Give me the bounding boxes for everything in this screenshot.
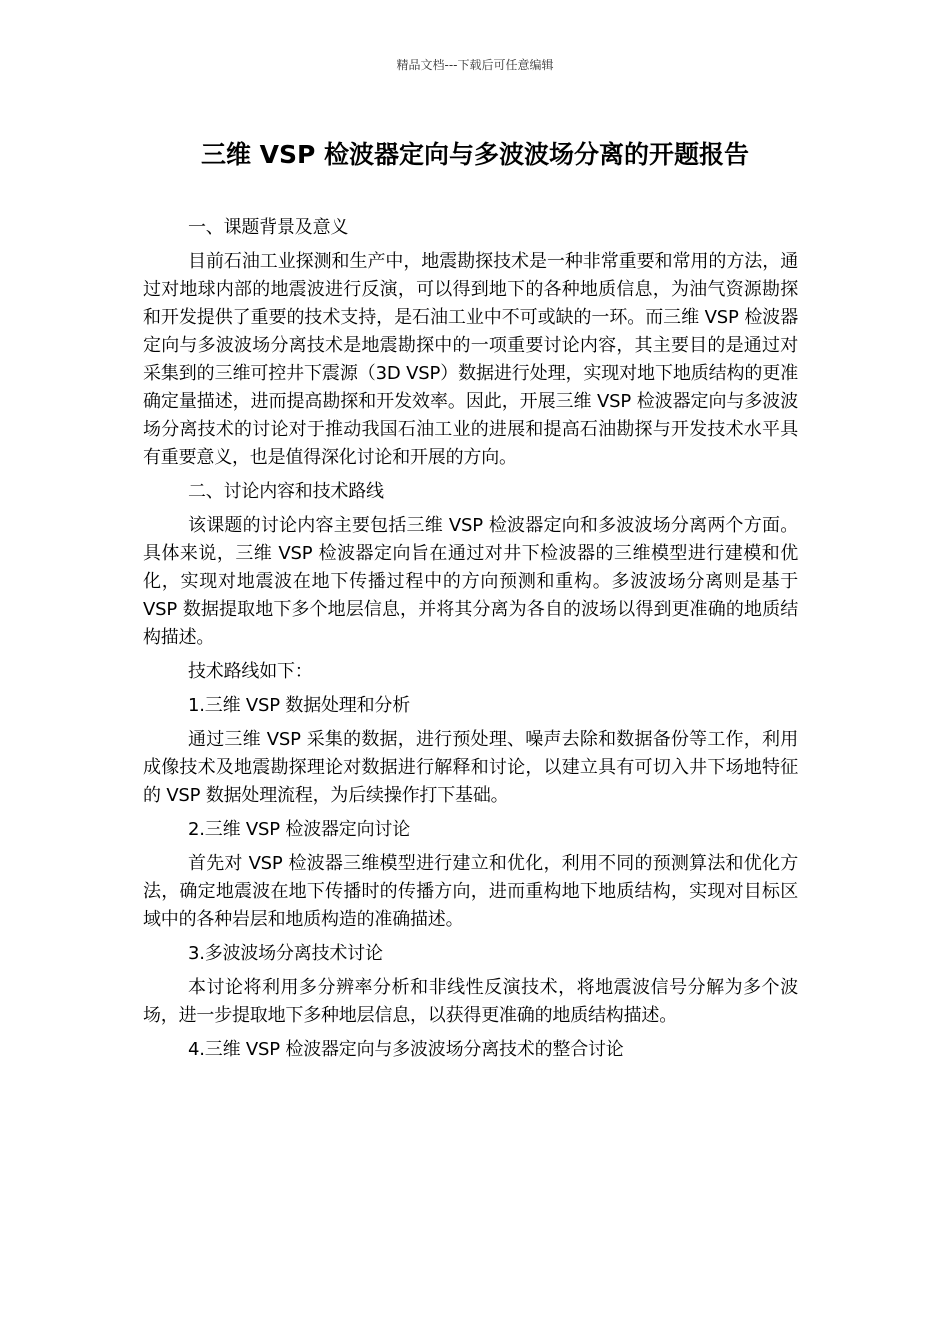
page-header: 精品文档---下载后可任意编辑 [396, 58, 554, 72]
route-step-1-heading: 1.三维 VSP 数据处理和分析 [188, 695, 411, 716]
route-step-4-heading: 4.三维 VSP 检波器定向与多波波场分离技术的整合讨论 [188, 1039, 624, 1060]
section-heading-background: 一、课题背景及意义 [188, 217, 349, 238]
route-intro: 技术路线如下： [188, 661, 313, 682]
route-step-3-paragraph: 本讨论将利用多分辨率分析和非线性反演技术，将地震波信号分解为多个波场，进一步提取地下多种地层信息，以获得更准确的地质结构描述。 [143, 977, 798, 1026]
document-body [143, 214, 798, 1070]
route-step-3-heading: 3.多波波场分离技术讨论 [188, 943, 383, 964]
section-heading-content-route: 二、讨论内容和技术路线 [188, 481, 384, 502]
paragraph-research-content: 该课题的讨论内容主要包括三维 VSP 检波器定向和多波波场分离两个方面。具体来说，三维 VSP 检波器定向旨在通过对井下检波器的三维模型进行建模和优化，实现对地震波在地下传播过程中的方向预测和重构。多波波场分离则是基于 VSP 数据提取地下多个地层信息，并将其分离为各自的波场以得到更准确的地质结构描述。 [143, 515, 798, 648]
paragraph-background: 目前石油工业探测和生产中，地震勘探技术是一种非常重要和常用的方法，通过对地球内部的地震波进行反演，可以得到地下的各种地质信息，为油气资源勘探和开发提供了重要的技术支持，是石油工业中不可或缺的一环。而三维 VSP 检波器定向与多波波场分离技术是地震勘探中的一项重要讨论内容，其主要目的是通过对采集到的三维可控井下震源（3D VSP）数据进行处理，实现对地下地质结构的更准确定量描述，进而提高勘探和开发效率。因此，开展三维 VSP 检波器定向与多波波场分离技术的讨论对于推动我国石油工业的进展和提高石油勘探与开发技术水平具有重要意义，也是值得深化讨论和开展的方向。 [143, 251, 798, 468]
document-title: 三维 VSP 检波器定向与多波波场分离的开题报告 [200, 140, 750, 169]
route-step-2-paragraph: 首先对 VSP 检波器三维模型进行建立和优化，利用不同的预测算法和优化方法，确定地震波在地下传播时的传播方向，进而重构地下地质结构，实现对目标区域中的各种岩层和地质构造的准确描述。 [143, 853, 798, 930]
route-step-2-heading: 2.三维 VSP 检波器定向讨论 [188, 819, 411, 840]
route-step-1-paragraph: 通过三维 VSP 采集的数据，进行预处理、噪声去除和数据备份等工作，利用成像技术及地震勘探理论对数据进行解释和讨论，以建立具有可切入井下场地特征的 VSP 数据处理流程，为后续操作打下基础。 [143, 729, 798, 806]
